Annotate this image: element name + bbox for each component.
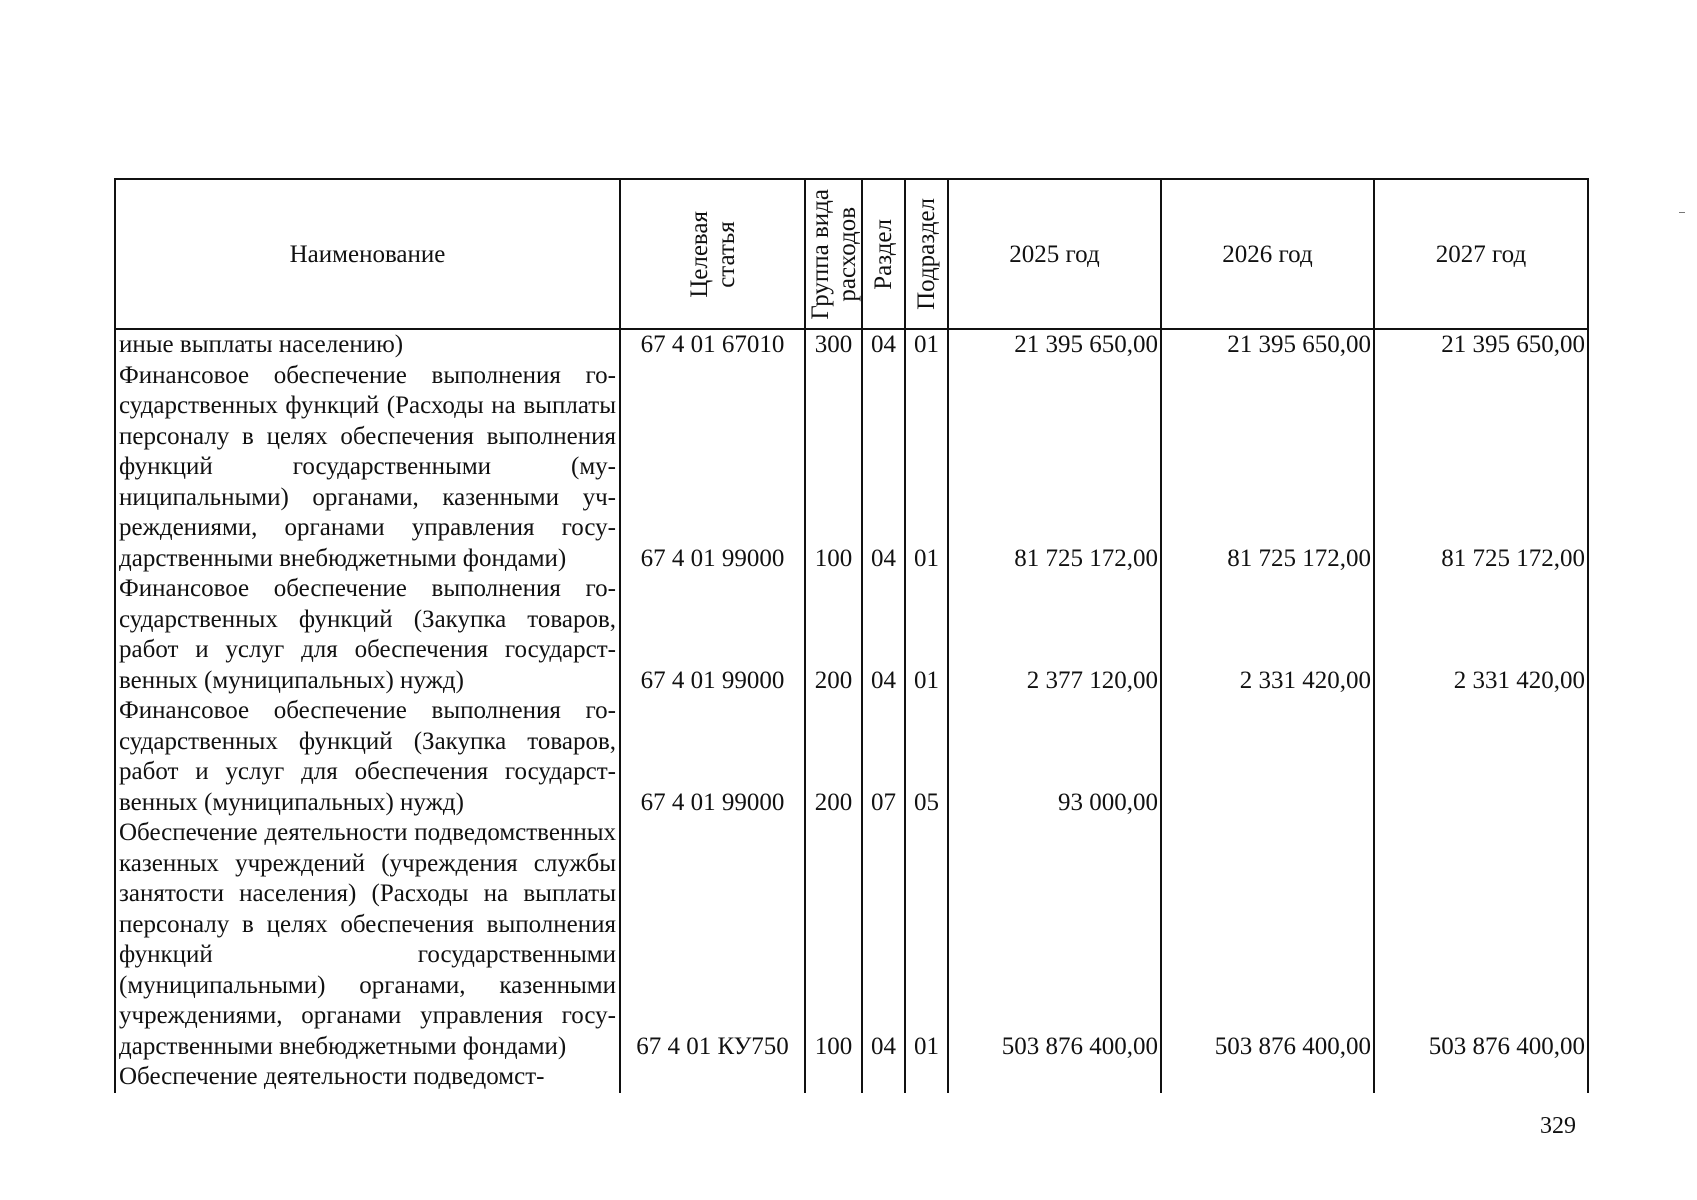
row-group: 300: [805, 329, 862, 361]
row-target: 67 4 01 КУ750: [620, 818, 805, 1062]
row-2025: [948, 1062, 1161, 1093]
scan-mark: [1679, 212, 1685, 213]
row-target: 67 4 01 67010: [620, 329, 805, 361]
row-2026: 503 876 400,00: [1161, 818, 1374, 1062]
row-subsection: 05: [905, 696, 948, 818]
row-section: 04: [862, 361, 905, 575]
row-group: 100: [805, 818, 862, 1062]
row-name: Обеспечение деятельности подведомст-: [115, 1062, 620, 1093]
row-section: 04: [862, 574, 905, 696]
row-2026: 21 395 650,00: [1161, 329, 1374, 361]
row-2027: 81 725 172,00: [1374, 361, 1588, 575]
row-subsection: 01: [905, 574, 948, 696]
row-2025: 2 377 120,00: [948, 574, 1161, 696]
row-name: Финансовое обеспечение выполнения государственных функций (Закупка товаров, работ и услуг для обеспечения государственных (муниципальных) нужд): [115, 696, 620, 818]
row-2027: 2 331 420,00: [1374, 574, 1588, 696]
header-2025: 2025 год: [948, 179, 1161, 329]
row-group: 200: [805, 696, 862, 818]
row-target: 67 4 01 99000: [620, 574, 805, 696]
row-2027: 21 395 650,00: [1374, 329, 1588, 361]
row-group: 200: [805, 574, 862, 696]
row-2025: 503 876 400,00: [948, 818, 1161, 1062]
row-group: 100: [805, 361, 862, 575]
page-number: 329: [1540, 1113, 1576, 1139]
row-name: Финансовое обеспечение выполнения государственных функций (Расходы на выплаты персоналу в целях обеспечения выполнения функций государственными (муниципальными) органами, казенными учреждениями, органами управления государственными внебюджетными фондами): [115, 361, 620, 575]
row-section: [862, 1062, 905, 1093]
row-2025: 21 395 650,00: [948, 329, 1161, 361]
row-name: иные выплаты населению): [115, 329, 620, 361]
row-subsection: 01: [905, 361, 948, 575]
header-2027: 2027 год: [1374, 179, 1588, 329]
row-name: Финансовое обеспечение выполнения государственных функций (Закупка товаров, работ и услуг для обеспечения государственных (муниципальных) нужд): [115, 574, 620, 696]
row-2026: 2 331 420,00: [1161, 574, 1374, 696]
header-2026: 2026 год: [1161, 179, 1374, 329]
row-2026: [1161, 696, 1374, 818]
table-row: [115, 574, 1588, 696]
header-group: Группа вида расходов: [805, 179, 862, 329]
row-2027: 503 876 400,00: [1374, 818, 1588, 1062]
table-row: [115, 361, 1588, 575]
row-subsection: [905, 1062, 948, 1093]
row-2027: [1374, 1062, 1588, 1093]
header-section: Раздел: [862, 179, 905, 329]
row-group: [805, 1062, 862, 1093]
table-row: [115, 329, 1588, 361]
row-2026: 81 725 172,00: [1161, 361, 1374, 575]
header-name: Наименование: [115, 179, 620, 329]
row-name: Обеспечение деятельности подведомственных казенных учреждений (учреждения службы занятости населения) (Расходы на выплаты персоналу в целях обеспечения выполнения функций государственными (муниципальными) органами, казенными учреждениями, органами управления государственными внебюджетными фондами): [115, 818, 620, 1062]
row-2025: 93 000,00: [948, 696, 1161, 818]
row-target: 67 4 01 99000: [620, 696, 805, 818]
table-row: [115, 696, 1588, 818]
header-subsection: Подраздел: [905, 179, 948, 329]
budget-table: [114, 178, 1589, 1093]
table-row-continued: [115, 1062, 1588, 1093]
table-row: [115, 818, 1588, 1062]
row-2026: [1161, 1062, 1374, 1093]
row-subsection: 01: [905, 329, 948, 361]
header-target: Целевая статья: [620, 179, 805, 329]
budget-table-sheet: [114, 178, 1587, 1090]
row-2025: 81 725 172,00: [948, 361, 1161, 575]
row-2027: [1374, 696, 1588, 818]
row-section: 04: [862, 818, 905, 1062]
row-section: 04: [862, 329, 905, 361]
row-subsection: 01: [905, 818, 948, 1062]
table-header-row: [115, 179, 1588, 329]
row-target: [620, 1062, 805, 1093]
row-target: 67 4 01 99000: [620, 361, 805, 575]
row-section: 07: [862, 696, 905, 818]
